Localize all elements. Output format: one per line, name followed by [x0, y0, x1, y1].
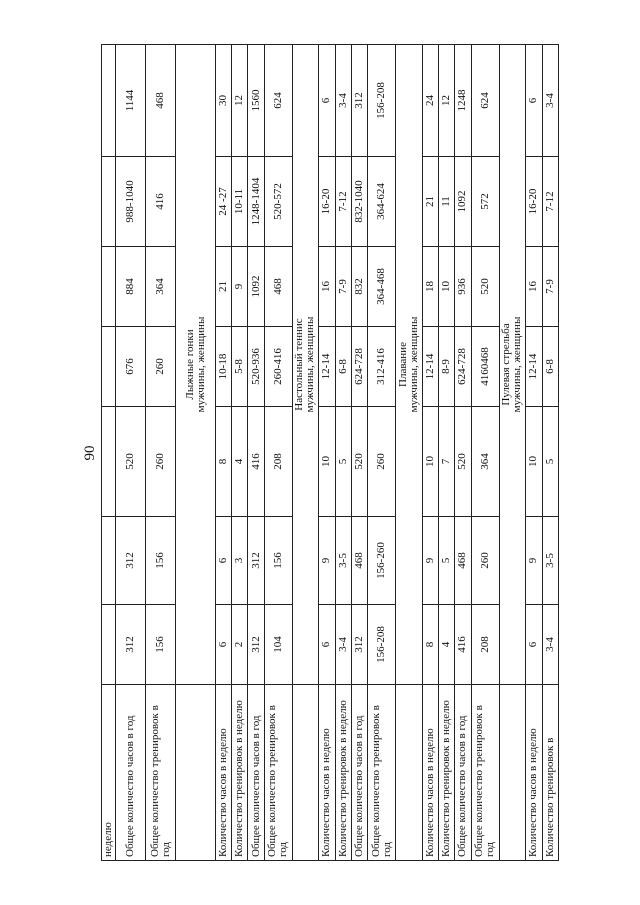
table-row [368, 44, 396, 860]
table-cell: 832 [351, 246, 367, 326]
section-subtitle: мужчины, женщины [407, 316, 420, 412]
table-row [526, 44, 542, 860]
table-cell: 468 [264, 246, 292, 326]
table-cell: 6 [526, 604, 542, 684]
table-cell: 676 [115, 326, 145, 406]
table-cell: 6-8 [542, 326, 559, 406]
table-cell: 416 [248, 406, 264, 516]
table-cell: 1144 [115, 44, 145, 156]
section-heading-row [499, 44, 526, 860]
blank-label-cell [396, 684, 423, 860]
table-cell: 10 [439, 246, 455, 326]
table-cell: 1092 [248, 246, 264, 326]
row-label: Общее количество тренировок в год [264, 684, 292, 860]
blank-label-cell [292, 684, 319, 860]
table-cell: 12-14 [422, 326, 438, 406]
row-label: Количество часов в неделю [422, 684, 438, 860]
table-row [542, 44, 559, 860]
table-cell: 468 [351, 516, 367, 604]
table-cell: 3-4 [335, 44, 351, 156]
rotated-page [81, 45, 559, 861]
table-cell: 3-4 [335, 604, 351, 684]
table-row [248, 44, 264, 860]
row-label: Общее количество часов в год [455, 684, 471, 860]
section-heading-row [176, 44, 216, 860]
table-cell: 6 [526, 44, 542, 156]
table-cell: 24 [422, 44, 438, 156]
row-label: Количество часов в неделю [319, 684, 335, 860]
table-row [232, 44, 248, 860]
table-cell: 6-8 [335, 326, 351, 406]
table-cell: 7 [439, 406, 455, 516]
table-row [439, 44, 455, 860]
table-cell: 468 [146, 44, 176, 156]
table-cell: 4 [232, 406, 248, 516]
table-cell: 624-728 [351, 326, 367, 406]
table-cell: 5-8 [232, 326, 248, 406]
table-cell: 312 [351, 604, 367, 684]
table-cell: 312 [248, 604, 264, 684]
table-cell: 21 [215, 246, 231, 326]
table-cell: 624-728 [455, 326, 471, 406]
table-cell [102, 156, 116, 246]
table-cell: 10 [319, 406, 335, 516]
table-cell: 10 [526, 406, 542, 516]
table-row [351, 44, 367, 860]
table-cell: 8 [215, 406, 231, 516]
row-label: Общее количество тренировок в год [368, 684, 396, 860]
table-cell: 1560 [248, 44, 264, 156]
blank-label-cell [176, 684, 216, 860]
section-title: Лыжные гонки [183, 328, 196, 400]
table-cell: 12-14 [319, 326, 335, 406]
table-cell: 156 [264, 516, 292, 604]
table-cell: 260-416 [264, 326, 292, 406]
table-cell: 9 [526, 516, 542, 604]
row-label: неделю [102, 684, 116, 860]
table-cell: 12 [232, 44, 248, 156]
section-subtitle: мужчины, женщины [304, 316, 317, 412]
table-cell: 3-5 [542, 516, 559, 604]
section-title: Плавание [396, 341, 409, 387]
table-cell: 624 [264, 44, 292, 156]
table-cell: 7-12 [542, 156, 559, 246]
table-cell: 156-208 [368, 604, 396, 684]
row-label: Общее количество часов в год [115, 684, 145, 860]
table-cell: 16 [319, 246, 335, 326]
table-cell: 156-208 [368, 44, 396, 156]
table-cell: 9 [422, 516, 438, 604]
table-cell [102, 406, 116, 516]
blank-label-cell [499, 684, 526, 860]
table-cell: 30 [215, 44, 231, 156]
table-row [102, 44, 116, 860]
table-cell: 312 [248, 516, 264, 604]
table-cell: 6 [215, 604, 231, 684]
row-label: Количество тренировок в [542, 684, 559, 860]
table-cell: 7-12 [335, 156, 351, 246]
row-label: Количество часов в неделю [526, 684, 542, 860]
row-label: Общее количество тренировок в год [471, 684, 499, 860]
table-cell: 16-20 [319, 156, 335, 246]
table-cell: 9 [319, 516, 335, 604]
table-cell: 12-14 [526, 326, 542, 406]
table-cell: 520 [351, 406, 367, 516]
row-label: Общее количество тренировок в год [146, 684, 176, 860]
table-cell: 16 [526, 246, 542, 326]
row-label: Общее количество часов в год [248, 684, 264, 860]
table-cell: 8-9 [439, 326, 455, 406]
table-cell: 11 [439, 156, 455, 246]
table-row [264, 44, 292, 860]
table-cell: 572 [471, 156, 499, 246]
table-cell: 364 [471, 406, 499, 516]
table-cell: 156-260 [368, 516, 396, 604]
table-cell: 312 [115, 604, 145, 684]
table-row [146, 44, 176, 860]
table-cell: 10-11 [232, 156, 248, 246]
section-subtitle: мужчины, женщины [511, 316, 524, 412]
table-cell: 312-416 [368, 326, 396, 406]
table-cell: 4160468 [471, 326, 499, 406]
table-cell [102, 604, 116, 684]
row-label: Количество тренировок в неделю [232, 684, 248, 860]
table-row [455, 44, 471, 860]
table-cell: 884 [115, 246, 145, 326]
table-cell: 1248-1404 [248, 156, 264, 246]
table-cell: 6 [215, 516, 231, 604]
table-cell: 832-1040 [351, 156, 367, 246]
table-cell: 9 [232, 246, 248, 326]
table-row [471, 44, 499, 860]
section-heading [499, 44, 526, 684]
section-heading-row [292, 44, 319, 860]
table-cell: 7-9 [335, 246, 351, 326]
table-cell: 156 [146, 604, 176, 684]
table-cell: 18 [422, 246, 438, 326]
table-cell: 260 [146, 326, 176, 406]
table-cell: 1092 [455, 156, 471, 246]
table-cell: 260 [471, 516, 499, 604]
section-title: Настольный теннис [293, 317, 306, 411]
table-row [422, 44, 438, 860]
table-cell: 936 [455, 246, 471, 326]
table-cell: 208 [471, 604, 499, 684]
table-cell: 364-624 [368, 156, 396, 246]
table-cell: 3-5 [335, 516, 351, 604]
table-cell: 312 [115, 516, 145, 604]
table-row [335, 44, 351, 860]
table-cell: 260 [146, 406, 176, 516]
table-cell: 5 [439, 516, 455, 604]
table-cell: 1248 [455, 44, 471, 156]
table-cell: 520-936 [248, 326, 264, 406]
section-heading [396, 44, 423, 684]
table-cell: 416 [455, 604, 471, 684]
table-cell: 10 [422, 406, 438, 516]
table-cell: 364-468 [368, 246, 396, 326]
table-cell: 520 [115, 406, 145, 516]
table-cell: 3 [232, 516, 248, 604]
table-cell [102, 516, 116, 604]
table-cell: 312 [351, 44, 367, 156]
table-cell: 520 [455, 406, 471, 516]
table-row [319, 44, 335, 860]
training-load-table [101, 44, 559, 861]
table-cell: 3-4 [542, 604, 559, 684]
table-cell [102, 326, 116, 406]
table-cell: 24 -27 [215, 156, 231, 246]
table-cell: 260 [368, 406, 396, 516]
section-heading [292, 44, 319, 684]
table-cell: 7-9 [542, 246, 559, 326]
table-cell: 988-1040 [115, 156, 145, 246]
table-cell: 624 [471, 44, 499, 156]
table-cell: 10-18 [215, 326, 231, 406]
section-heading-row [396, 44, 423, 860]
table-cell: 4 [439, 604, 455, 684]
table-cell: 208 [264, 406, 292, 516]
section-heading [176, 44, 216, 684]
table-cell [102, 44, 116, 156]
row-label: Общее количество часов в год [351, 684, 367, 860]
table-cell: 104 [264, 604, 292, 684]
page-number: 90 [82, 445, 98, 460]
table-row [115, 44, 145, 860]
table-cell: 5 [335, 406, 351, 516]
table-cell: 520-572 [264, 156, 292, 246]
table-cell: 6 [319, 604, 335, 684]
table-cell: 2 [232, 604, 248, 684]
table-cell: 12 [439, 44, 455, 156]
table-cell: 364 [146, 246, 176, 326]
row-label: Количество тренировок в неделю [439, 684, 455, 860]
table-cell: 21 [422, 156, 438, 246]
table-cell: 8 [422, 604, 438, 684]
table-cell: 3-4 [542, 44, 559, 156]
table-cell: 6 [319, 44, 335, 156]
table-row [215, 44, 231, 860]
section-title: Пулевая стрельба [500, 322, 513, 406]
table-cell: 5 [542, 406, 559, 516]
table-cell: 416 [146, 156, 176, 246]
table-cell: 156 [146, 516, 176, 604]
table-cell: 520 [471, 246, 499, 326]
table-cell: 468 [455, 516, 471, 604]
row-label: Количество тренировок в неделю [335, 684, 351, 860]
row-label: Количество часов в неделю [215, 684, 231, 860]
table-cell: 16-20 [526, 156, 542, 246]
table-cell [102, 246, 116, 326]
section-subtitle: мужчины, женщины [194, 316, 207, 412]
